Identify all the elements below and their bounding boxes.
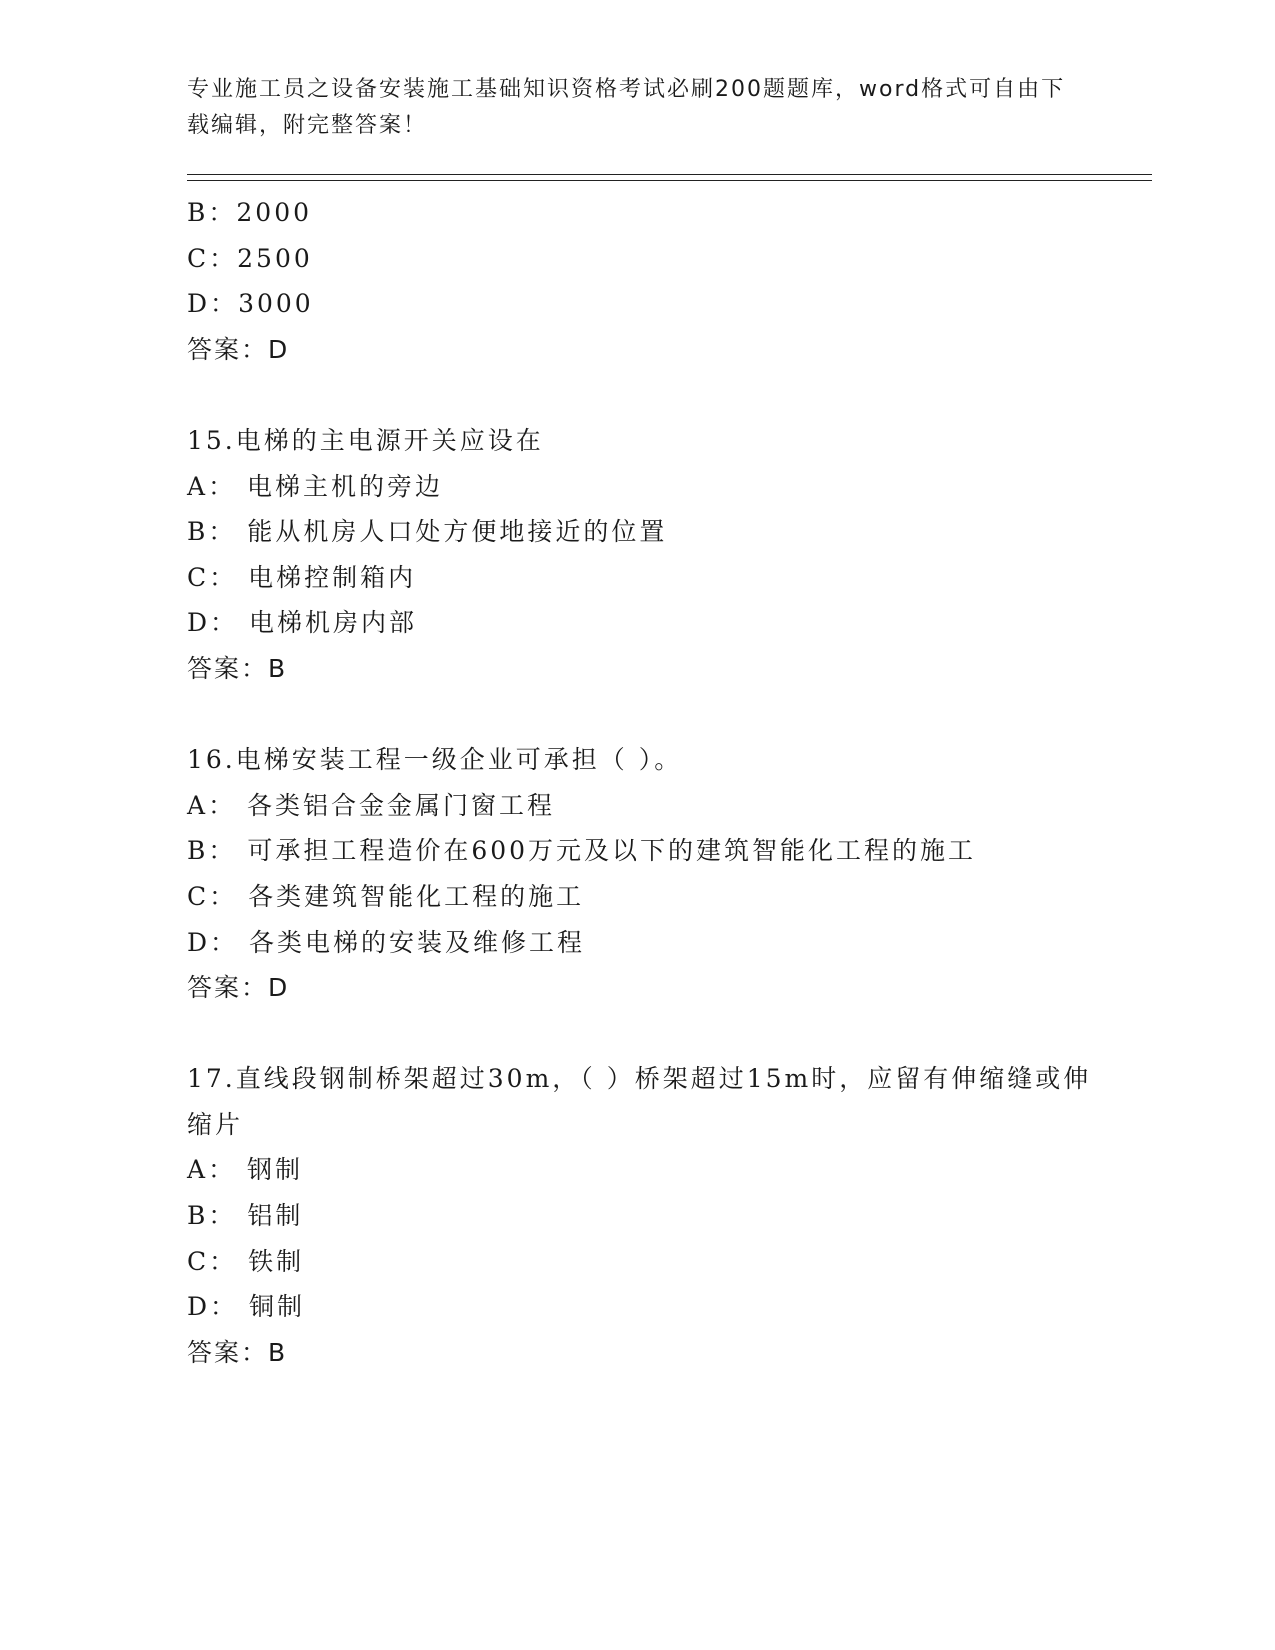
option-line: B： 可承担工程造价在600万元及以下的建筑智能化工程的施工 <box>187 836 977 866</box>
header-rule-bottom <box>187 180 1152 181</box>
answer-line: 答案：D <box>187 334 290 364</box>
answer-line: 答案：B <box>187 653 288 683</box>
document-header <box>187 72 1067 144</box>
answer-line: 答案：B <box>187 1337 288 1367</box>
option-line: D： 各类电梯的安装及维修工程 <box>187 927 586 957</box>
option-line: D： 铜制 <box>187 1292 306 1322</box>
answer-line: 答案：D <box>187 973 290 1003</box>
option-line: B：2000 <box>187 198 313 227</box>
option-line: B： 铝制 <box>187 1201 304 1231</box>
option-line: A： 钢制 <box>187 1155 304 1185</box>
option-line: D： 电梯机房内部 <box>187 608 418 638</box>
option-line: A： 电梯主机的旁边 <box>187 471 444 501</box>
question-stem: 15.电梯的主电源开关应设在 <box>187 425 544 455</box>
option-line: C： 铁制 <box>187 1246 305 1276</box>
document-body <box>187 190 1107 1375</box>
option-line: C： 电梯控制箱内 <box>187 562 417 592</box>
option-line: B： 能从机房人口处方便地接近的位置 <box>187 517 668 547</box>
question-stem: 16.电梯安装工程一级企业可承担（ ）。 <box>187 745 683 775</box>
option-line: A： 各类铝合金金属门窗工程 <box>187 790 556 820</box>
option-line: C：2500 <box>187 243 313 273</box>
header-title: 专业施工员之设备安装施工基础知识资格考试必刷200题题库，word格式可自由下载编辑，附完整答案！ <box>187 77 1066 138</box>
question-stem: 17.直线段钢制桥架超过30m，（ ）桥架超过15m时，应留有伸缩缝或伸缩片 <box>187 1064 1092 1139</box>
header-rule-top <box>187 174 1152 175</box>
option-line: C： 各类建筑智能化工程的施工 <box>187 881 585 911</box>
option-line: D：3000 <box>187 289 314 319</box>
